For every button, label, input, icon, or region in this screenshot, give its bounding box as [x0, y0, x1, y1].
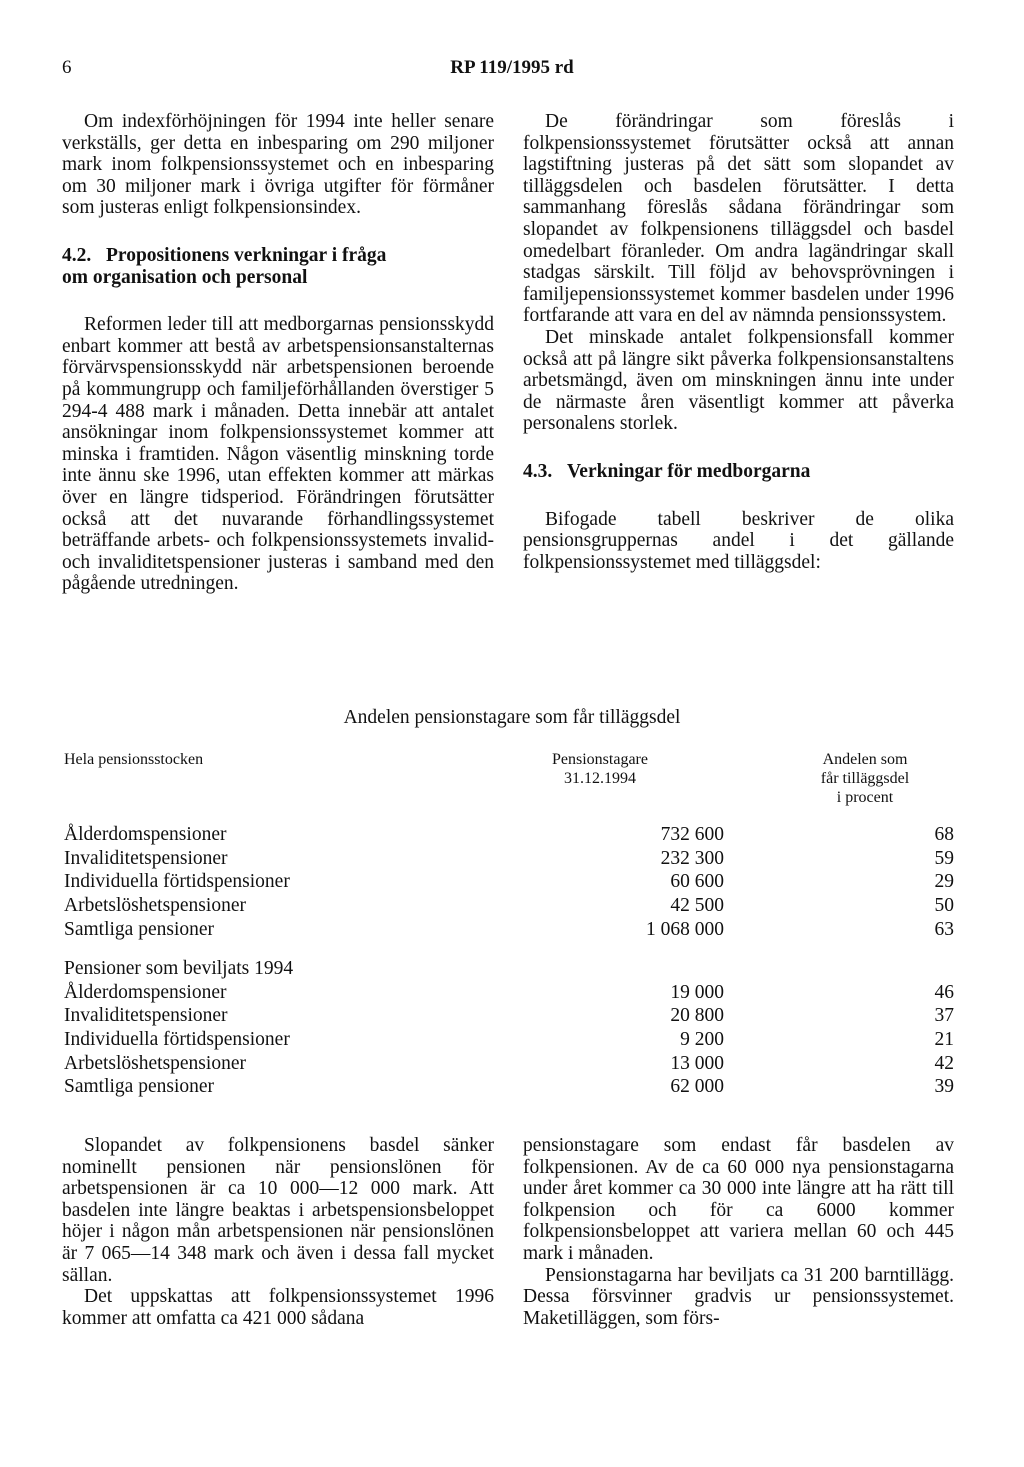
- paragraph-estimate: Det uppskattas att folkpensionssystemet 1996 kommer att omfatta ca 421 000 sådana: [62, 1286, 494, 1329]
- table-row: [64, 918, 954, 942]
- row-count: 60 600: [670, 871, 724, 893]
- header-count-line2: 31.12.1994: [564, 770, 636, 787]
- row-share: 59: [934, 847, 954, 869]
- row-label: Invaliditetspensioner: [64, 1005, 228, 1027]
- row-label: Invaliditetspensioner: [64, 847, 228, 869]
- paragraph-reform: Reformen leder till att medborgarnas pensionsskydd enbart kommer att bestå av arbetspensionsanstalternas förvärvspensionsskydd när arbetspensionen beroende på kommungrupp och familjeförhållanden överstiger 5 294-4 488 mark i månaden. Detta innebär att antalet ansökningar inom folkpensionssystemet kommer att minska i framtiden. Någon väsentlig minskning torde inte ännu ske 1996, utan effekten kommer att märkas över en längre tidsperiod. Förändringen förutsätter också att det nuvarande förhandlingssystemet beträffande arbets- och folkpensionssystemets invalid- och invaliditetspensioner justeras i samband med den pågående utredningen.: [62, 314, 494, 595]
- row-share: 68: [934, 824, 954, 845]
- table-group-all-pensions: [64, 823, 954, 941]
- table-title: Andelen pensionstagare som får tilläggsdel: [343, 707, 681, 728]
- left-column-bottom: [62, 1135, 494, 1329]
- row-label: Individuella förtidspensioner: [64, 871, 290, 893]
- row-share: 21: [934, 1029, 954, 1051]
- paragraph-index-increase: Om indexförhöjningen för 1994 inte heller senare verkställs, ger detta en inbesparing om 290 miljoner mark inom folkpensionssystemet och en inbesparing om 30 miljoner mark i övriga utgifter för förmåner som justeras enligt folkpensionsindex.: [62, 111, 494, 219]
- row-share: 37: [934, 1005, 954, 1027]
- table-row: [64, 870, 954, 894]
- paragraph-legislation-changes: De förändringar som föreslås i folkpensionssystemet förutsätter också att annan lagstiftning justeras på det sätt som slopandet av tilläggsdelen och basdelen förutsätter. I detta sammanhang föreslås sådana förändringar som slopandet av folkpensionens tilläggsdel och basdel omedelbart föranleder. Om andra lagändringar skall stadgas särskilt. Till följd av behovsprövningen i familjepensionssystemet kommer basdelen under 1996 fortfarande att vara en del av nämnda pensionssystem.: [523, 111, 954, 327]
- row-share: 39: [934, 1076, 954, 1098]
- row-label: Arbetslöshetspensioner: [64, 1052, 246, 1074]
- section-heading-4-3: [523, 461, 954, 483]
- row-label: Samtliga pensioner: [64, 1076, 215, 1098]
- table-header-share: [780, 750, 950, 807]
- row-count: 732 600: [660, 824, 724, 845]
- row-share: 46: [934, 981, 954, 1003]
- table-row: [64, 847, 954, 871]
- section-title-line1: Propositionens verkningar i fråga: [106, 244, 387, 266]
- row-share: 42: [934, 1052, 954, 1074]
- paragraph-basic-part-removal: Slopandet av folkpensionens basdel sänker nominellt pensionen när pensionslönen för arbetspensionen är ca 10 000—12 000 mark. Att basdelen inte längre beaktas i arbetspensionsbeloppet höjer i någon mån arbetspensionen när pensionslönen är 7 065—14 348 mark och även i dessa fall mycket sällan.: [62, 1135, 494, 1286]
- row-label: Samtliga pensioner: [64, 918, 215, 940]
- table-row: [64, 981, 954, 1005]
- right-column-bottom: [523, 1135, 954, 1329]
- table-group-title: Pensioner som beviljats 1994: [64, 958, 294, 979]
- row-label: Ålderdomspensioner: [64, 824, 227, 845]
- row-label: Ålderdomspensioner: [64, 981, 227, 1003]
- header-share-line3: i procent: [836, 789, 894, 806]
- row-count: 42 500: [670, 895, 724, 917]
- section-heading-4-2: [62, 245, 494, 288]
- paragraph-pensioners-continued: pensionstagare som endast får basdelen av folkpensionen. Av de ca 60 000 nya pensionstagarna under året kommer ca 30 000 inte längre att ha rätt till folkpension och för ca 6000 kommer folkpensionsbeloppet att variera mellan 60 och 445 mark i månaden.: [523, 1135, 954, 1264]
- row-count: 19 000: [670, 981, 724, 1003]
- table-header-count: [500, 750, 700, 788]
- row-share: 29: [934, 871, 954, 893]
- document-id: RP 119/1995 rd: [450, 57, 574, 78]
- row-count: 62 000: [670, 1076, 724, 1098]
- table-row: [64, 894, 954, 918]
- row-label: Individuella förtidspensioner: [64, 1029, 290, 1051]
- section-title-line2: om organisation och personal: [62, 266, 308, 288]
- table-row: [64, 1028, 954, 1052]
- page-number: 6: [62, 57, 72, 78]
- section-title: Verkningar för medborgarna: [567, 460, 811, 482]
- row-count: 20 800: [670, 1005, 724, 1027]
- left-column-top: [62, 111, 494, 595]
- table-row: [64, 1052, 954, 1076]
- row-label: Arbetslöshetspensioner: [64, 895, 246, 917]
- section-number: 4.3.: [523, 460, 553, 482]
- paragraph-child-supplements: Pensionstagarna har beviljats ca 31 200 barntillägg. Dessa försvinner gradvis ur pensionssystemet. Maketilläggen, som förs-: [523, 1264, 954, 1329]
- table-row: [64, 1075, 954, 1099]
- paragraph-workload: Det minskade antalet folkpensionsfall kommer också att på längre sikt påverka folkpensionsanstaltens arbetsmängd, även om minskningen ännu inte under de närmaste åren väsentligt kommer att påverka personalens storlek.: [523, 326, 954, 435]
- header-count-line1: Pensionstagare: [552, 751, 648, 768]
- paragraph-table-intro: Bifogade tabell beskriver de olika pensionsgruppernas andel i det gällande folkpensionssystemet med tilläggsdel:: [523, 508, 954, 573]
- table-row: [64, 823, 954, 847]
- row-count: 13 000: [670, 1052, 724, 1074]
- row-count: 232 300: [660, 847, 724, 869]
- section-number: 4.2.: [62, 244, 92, 266]
- row-count: 9 200: [680, 1029, 724, 1051]
- right-column-top: [523, 111, 954, 573]
- row-share: 63: [934, 918, 954, 940]
- header-share-line1: Andelen som: [822, 751, 908, 768]
- table-group-granted-1994: [64, 957, 954, 1099]
- table-header-label: Hela pensionsstocken: [64, 751, 204, 768]
- table-row: [64, 1004, 954, 1028]
- header-share-line2: får tilläggsdel: [820, 770, 910, 787]
- row-share: 50: [934, 895, 954, 917]
- row-count: 1 068 000: [646, 918, 724, 940]
